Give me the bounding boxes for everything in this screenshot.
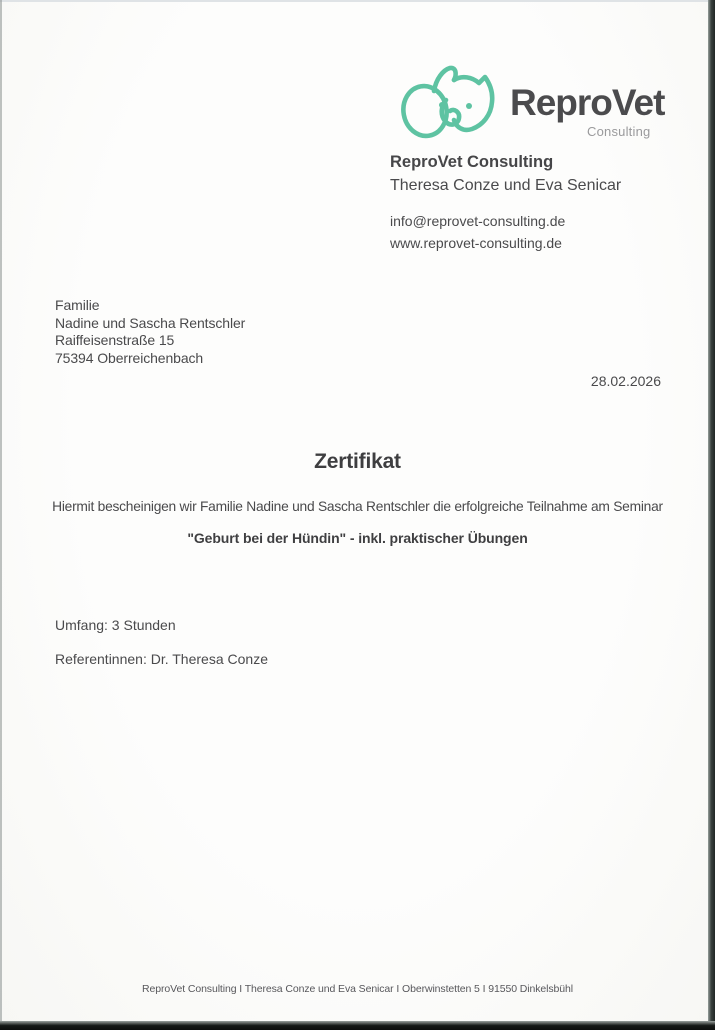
recipient-address [55, 297, 245, 367]
sender-website: www.reprovet-consulting.de [390, 235, 562, 251]
seminar-title: "Geburt bei der Hündin" - inkl. praktischer Übungen [187, 530, 528, 546]
scan-edge-bottom [0, 1021, 715, 1030]
recipient-line: Nadine und Sascha Rentschler [55, 314, 246, 331]
recipient-line: Familie [55, 297, 100, 313]
certificate-title: Zertifikat [314, 450, 401, 473]
dog-cat-logo-icon [396, 58, 502, 144]
brand-division: Consulting [587, 124, 651, 139]
letter-footer: ReproVet Consulting I Theresa Conze und Eva Senicar I Oberwinstetten 5 I 91550 Dinkelsbühl [142, 983, 573, 995]
certificate-statement: Hiermit bescheinigen wir Familie Nadine und Sascha Rentschler die erfolgreiche Teilnahme am Seminar [52, 499, 663, 514]
brand-name: ReproVet [510, 82, 665, 123]
sender-email: info@reprovet-consulting.de [390, 213, 566, 229]
scan-edge-top [0, 0, 715, 2]
scan-edge-left [0, 0, 2, 1030]
recipient-line: 75394 Oberreichenbach [55, 349, 204, 366]
scan-edge-right [708, 0, 715, 1030]
seminar-scope: Umfang: 3 Stunden [55, 617, 176, 633]
reprovet-logo [396, 58, 664, 144]
document-date: 28.02.2026 [590, 373, 661, 389]
recipient-line: Raiffeisenstraße 15 [55, 332, 175, 348]
sender-owners: Theresa Conze und Eva Senicar [390, 177, 622, 194]
sender-company: ReproVet Consulting [390, 153, 554, 171]
sender-block [390, 150, 621, 254]
seminar-lecturers: Referentinnen: Dr. Theresa Conze [55, 651, 268, 667]
